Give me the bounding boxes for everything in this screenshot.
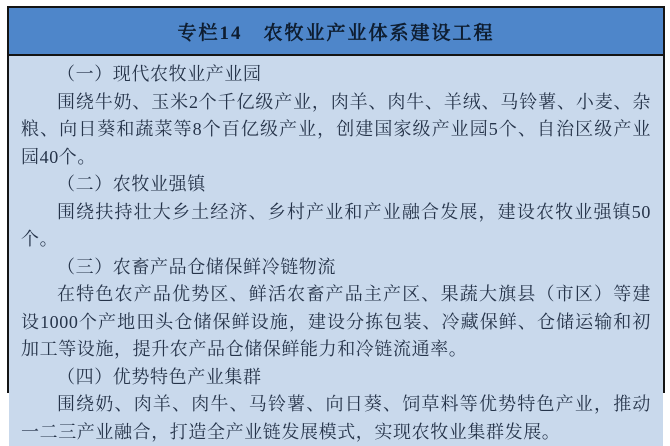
section-3-heading: （三）农畜产品仓储保鲜冷链物流 bbox=[21, 254, 651, 282]
section-strong-towns bbox=[21, 171, 651, 254]
column-header bbox=[9, 8, 663, 56]
section-4-heading: （四）优势特色产业集群 bbox=[21, 364, 651, 392]
column-body bbox=[9, 56, 663, 446]
column-title: 专栏14 农牧业产业体系建设工程 bbox=[177, 18, 494, 45]
section-4-body: 围绕奶、肉羊、肉牛、马铃薯、向日葵、饲草料等优势特色产业，推动一二三产业融合，打造全产业链发展模式，实现农牧业集群发展。 bbox=[21, 391, 651, 446]
column-box bbox=[7, 6, 665, 393]
section-2-body: 围绕扶持壮大乡土经济、乡村产业和产业融合发展，建设农牧业强镇50个。 bbox=[21, 199, 651, 254]
section-modern-industry-parks bbox=[21, 61, 651, 171]
section-1-heading: （一）现代农牧业产业园 bbox=[21, 61, 651, 89]
section-cold-chain-logistics bbox=[21, 254, 651, 364]
section-1-body: 围绕牛奶、玉米2个千亿级产业，肉羊、肉牛、羊绒、马铃薯、小麦、杂粮、向日葵和蔬菜等8个百亿级产业，创建国家级产业园5个、自治区级产业园40个。 bbox=[21, 89, 651, 172]
section-3-body: 在特色农产品优势区、鲜活农畜产品主产区、果蔬大旗县（市区）等建设1000个产地田头仓储保鲜设施，建设分拣包装、冷藏保鲜、仓储运输和初加工等设施，提升农产品仓储保鲜能力和冷链流通率。 bbox=[21, 281, 651, 364]
section-2-heading: （二）农牧业强镇 bbox=[21, 171, 651, 199]
section-industry-clusters bbox=[21, 364, 651, 446]
